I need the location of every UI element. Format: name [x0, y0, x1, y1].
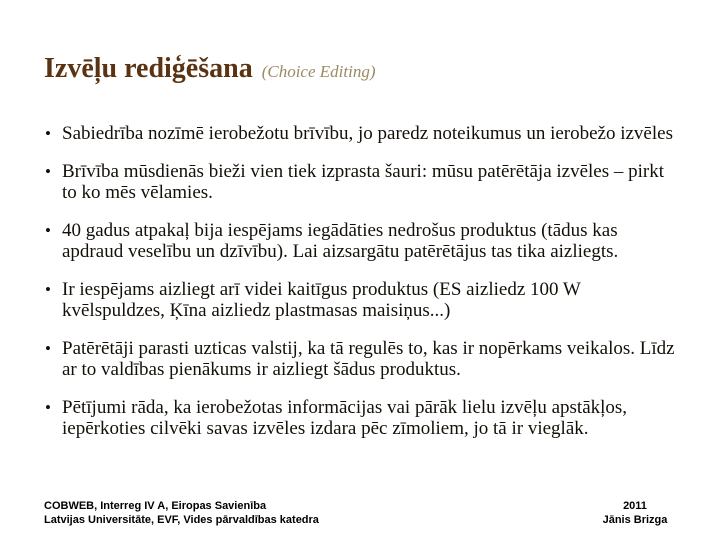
- bullet-item: [44, 338, 678, 381]
- bullet-text: Brīvība mūsdienās bieži vien tiek izprasta šauri: mūsu patērētāja izvēles – pirkt to ko mēs vēlamies.: [62, 160, 665, 203]
- bullet-text: Sabiedrība nozīmē ierobežotu brīvību, jo paredz noteikumus un ierobežo izvēles: [62, 123, 673, 144]
- bullet-item: [44, 397, 678, 440]
- bullet-marker: •: [45, 220, 51, 240]
- bullet-text: 40 gadus atpakaļ bija iespējams iegādāties nedrošus produktus (tādus kas apdraud veselību un dzīvību). Lai aizsargātu patērētājus tas tika aizliegts.: [62, 219, 619, 262]
- bullet-text: Pētījumi rāda, ka ierobežotas informācijas vai pārāk lielu izvēļu apstākļos, iepērkoties cilvēki savas izvēles izdara pēc zīmoliem, jo tā ir vieglāk.: [62, 396, 628, 439]
- slide-title: Izvēļu rediģēšana: [44, 53, 253, 84]
- bullet-text: Ir iespējams aizliegt arī videi kaitīgus produktus (ES aizliedz 100 W kvēlspuldzes, Ķīna aizliedz plastmasas maisiņus...): [62, 278, 581, 321]
- bullet-marker: •: [45, 397, 51, 417]
- bullet-item: [44, 161, 678, 204]
- bullet-marker: •: [45, 161, 51, 181]
- footer-author-block: [560, 499, 710, 527]
- footer-year: 2011: [623, 500, 647, 512]
- bullet-item: [44, 279, 678, 322]
- bullet-marker: •: [45, 124, 51, 143]
- bullet-marker: •: [45, 279, 51, 299]
- footer-author: Jānis Brizga: [602, 514, 668, 526]
- slide-subtitle: (Choice Editing): [261, 62, 376, 81]
- bullet-item: [44, 220, 678, 263]
- bullet-marker: •: [45, 338, 51, 358]
- footer-institution-line: Latvijas Universitāte, EVF, Vides pārvaldības katedra: [44, 514, 319, 526]
- footer-credits: [44, 499, 319, 527]
- bullet-item: [44, 123, 678, 145]
- title-row: [44, 53, 375, 85]
- bullet-list: [44, 123, 678, 456]
- bullet-text: Patērētāji parasti uzticas valstij, ka tā regulēs to, kas ir nopērkams veikalos. Līdz ar to valdības pienākums ir aizliegt šādus produktus.: [62, 337, 675, 380]
- footer-project-line: COBWEB, Interreg IV A, Eiropas Savienība: [44, 500, 267, 512]
